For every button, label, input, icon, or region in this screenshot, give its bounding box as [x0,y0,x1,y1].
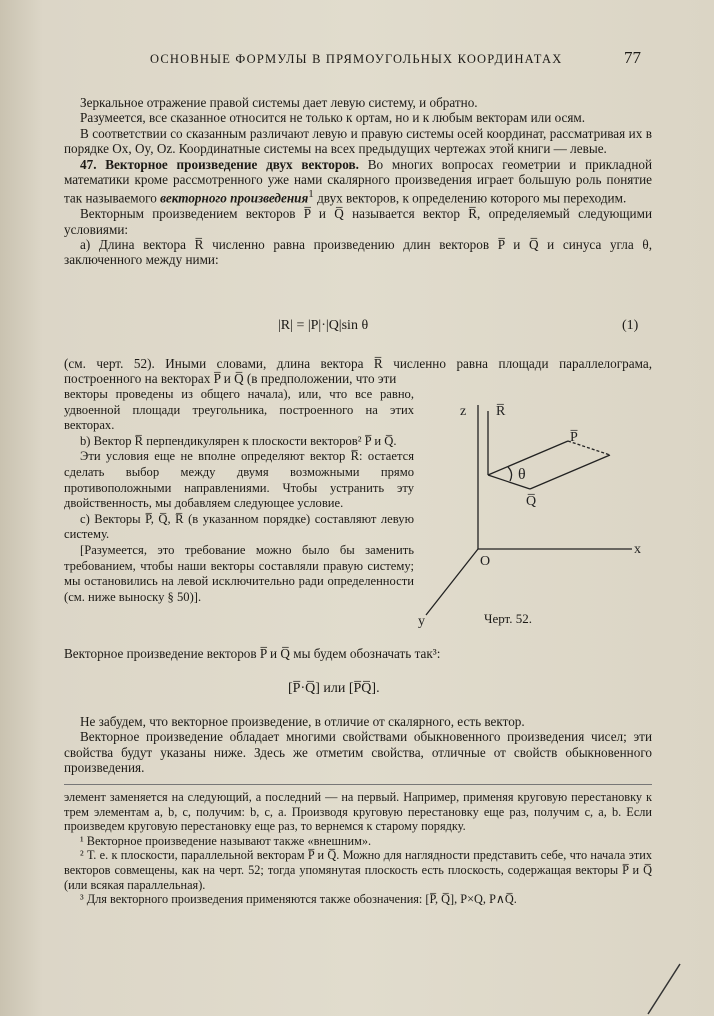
paragraph: Эти условия еще не вполне определяют вектор R̅: остается сделать выбор между двумя возможными прямо противоположными направлениями. Чтобы устранить эту двойственность, мы добавляем следующее условие. [64,449,414,511]
formula-1: |R| = |P|·|Q|sin θ [278,318,369,333]
parallelogram-edge [530,455,610,489]
paragraph: a) Длина вектора R̅ численно равна произведению длин векторов P̅ и Q̅ и синуса угла θ, заключенного между ними: [64,237,652,268]
term-italic: векторного произведения [160,190,309,206]
footnote-3: ³ Для векторного произведения применяются также обозначения: [P̅, Q̅], P×Q, P∧Q̅. [80,892,517,907]
text-block-bottom [64,646,652,661]
paragraph: c) Векторы P̅, Q̅, R̅ (в указанном порядке) составляют левую систему. [64,511,414,542]
paragraph-text: двух векторов, к определению которого мы переходим. [317,190,627,206]
p-label: P̅ [570,430,578,445]
footnote-1: ¹ Векторное произведение называют также «внешним». [80,833,372,848]
z-label: z [460,404,467,419]
footnote-separator [64,784,652,785]
paragraph: Векторное произведение векторов P̅ и Q̅ мы будем обозначать так³: [64,646,441,661]
y-axis [426,549,478,615]
section-title: Векторное произведение двух векторов. [105,156,359,172]
text-block-end [64,714,652,776]
running-title: ОСНОВНЫЕ ФОРМУЛЫ В ПРЯМОУГОЛЬНЫХ КООРДИНАТАХ [150,52,563,66]
footnote-2: ² Т. е. к плоскости, параллельной векторам P̅ и Q̅. Можно для наглядности представить себе, что начала этих векторов совмещены, как на черт. 52; тогда упомянутая плоскость есть плоскость, содержащая векторы P̅ и Q̅ (или всякая параллельная). [64,848,652,892]
section-number: 47. [80,156,97,172]
paragraph-full-width: (см. черт. 52). Иными словами, длина вектора R̅ численно равна площади параллелограма, построенного на векторах P̅ и Q̅ (в предположении, что эти [64,356,652,387]
pencil-mark [640,960,700,1016]
text-column-left [64,387,414,605]
text-block-top [64,95,652,268]
paragraph: Не забудем, что векторное произведение, в отличие от скалярного, есть вектор. [80,714,525,729]
figure-52 [420,397,660,637]
section-47 [64,157,652,207]
angle-arc [508,467,512,481]
paragraph: Векторным произведением векторов P̅ и Q̅ называется вектор R̅, определяемый следующими условиями: [64,206,652,237]
y-label: y [418,614,425,629]
formula-1-number: (1) [622,318,639,333]
paragraph: Зеркальное отражение правой системы дает левую систему, и обратно. [80,95,478,110]
footnote-ref: 1 [308,188,314,201]
vector-diagram [420,397,660,637]
q-label: Q̅ [526,494,537,509]
paragraph: Векторное произведение обладает многими свойствами обыкновенного произведения чисел; эти свойства будут указаны ниже. Здесь же отметим свойства, отличные от свойств обыкновенного произведения. [64,729,652,776]
paragraph: b) Вектор R̅ перпендикулярен к плоскости векторов² P̅ и Q̅. [80,433,397,448]
theta-label: θ [518,466,526,483]
paragraph-text: Во многих вопросах геометрии и прикладной математики кроме рассмотренного уже нами скалярного произведения играет большую роль понятие так называемого [64,156,653,206]
page-number: 77 [624,48,641,67]
origin-label: O [480,554,491,569]
footnote-continuation: элемент заменяется на следующий, а последний — на первый. Например, применяя круговую перестановку к трем элементам a, b, c, получим: b, c, a. Производя круговую перестановку еще раз, получим c, a, b. Если произведем круговую перестановку еще раз, то вернемся к старому порядку. [64,790,652,834]
vector-p [488,441,568,475]
paragraph: векторы проведены из общего начала), или, что все равно, удвоенной площади треугольника, построенного на этих векторах. [64,387,414,433]
x-label: x [634,542,641,557]
paragraph: Разумеется, все сказанное относится не только к ортам, но и к любым векторам или осям. [80,110,586,126]
paragraph: [Разумеется, это требование можно было бы заменить требованием, чтобы наши векторы составляли правую систему; мы остановились на левой исключительно ради определенности (см. ниже выноску § 50)]. [64,542,414,604]
formula-2: [P̅·Q̅] или [P̅Q̅]. [288,681,380,696]
figure-caption: Черт. 52. [484,611,533,626]
paragraph: В соответствии со сказанным различают левую и правую системы осей координат, рассматривая их в порядке Ox, Oy, Oz. Координатные системы на всех предыдущих чертежах этой книги — левые. [64,125,652,157]
footnotes [64,790,652,907]
r-label: R̅ [496,404,506,419]
